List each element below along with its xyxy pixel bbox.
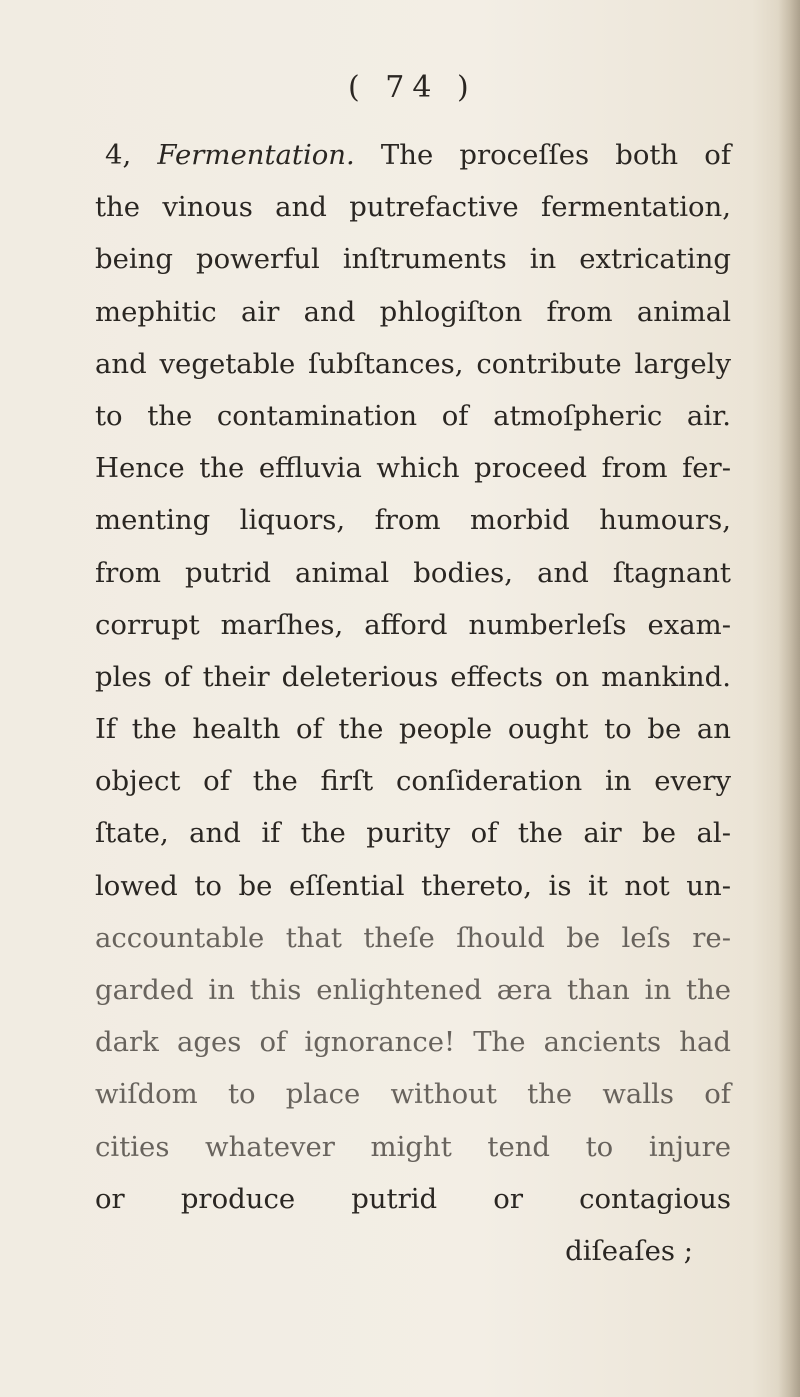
page-number: ( 74 ) [348,70,477,105]
text-line-11: ples of their deleterious effects on mankind. [95,660,731,693]
text-line-6: to the contamination of atmoſpheric air. [95,399,731,432]
text-line-15: lowed to be eſſential thereto, is it not un- [95,869,731,902]
text-line-10: corrupt marſhes, afford numberleſs exam- [95,608,731,641]
text-line-19: wiſdom to place without the walls of [95,1078,731,1111]
text-line-7: Hence the effluvia which proceed from fer- [95,452,731,485]
text-line-8: menting liquors, from morbid humours, [95,504,731,537]
text-line-2: the vinous and putrefactive fermentation, [95,191,731,224]
text-line-22: diſeaſes ; [565,1234,693,1267]
text-line-1 [95,129,731,181]
text-line-20: cities whatever might tend to injure [95,1130,731,1163]
text-line-13: object of the firſt conſideration in every [95,765,731,798]
text-line-14: ſtate, and if the purity of the air be al- [95,817,731,850]
page-edge-shadow [778,0,800,1397]
text-line-9: from putrid animal bodies, and ſtagnant [95,556,731,589]
text-line-4: mephitic air and phlogiſton from animal [95,295,731,328]
section-number: 4, [105,139,132,171]
text-line-16: accountable that theſe ſhould be leſs re- [95,921,731,954]
section-title: Fermentation. [157,139,355,171]
text-line-21: or produce putrid or contagious [95,1182,731,1215]
text-line-3: being powerful inſtruments in extricating [95,243,731,276]
text-line-1-body: The proceſſes both of [380,139,732,171]
body-text [95,129,731,1277]
text-line-18: dark ages of ignorance! The ancients had [95,1026,731,1059]
text-line-12: If the health of the people ought to be an [95,713,731,746]
text-line-5: and vegetable ſubſtances, contribute largely [95,347,731,380]
text-line-17: garded in this enlightened æra than in the [95,974,731,1006]
